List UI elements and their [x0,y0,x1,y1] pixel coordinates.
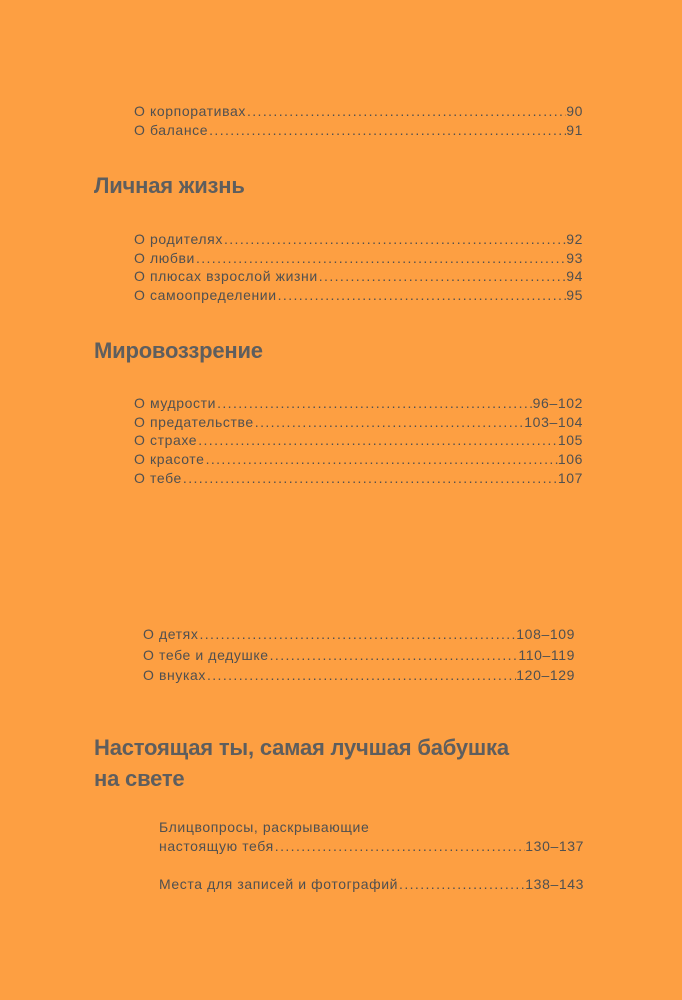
dot-leader [182,470,558,486]
toc-group-best-grandma [159,819,584,895]
dot-leader [246,103,566,119]
toc-entry-label: О корпоративах [134,103,246,119]
toc-entry[interactable] [134,432,583,451]
toc-entry[interactable] [159,876,584,895]
toc-entry-page: 93 [566,249,583,266]
toc-entry-page: 107 [557,469,583,486]
section-heading-worldview: Мировоззрение [94,338,263,363]
toc-entry-page: 120–129 [516,667,575,683]
toc-entry-page: 90 [566,103,583,119]
toc-entry-page: 105 [557,432,583,449]
toc-entry[interactable] [134,470,583,489]
toc-entry[interactable] [134,250,583,269]
toc-group-personal-life [134,231,583,306]
toc-group-worldview [134,395,583,488]
toc-entry-page: 106 [557,451,583,468]
toc-entry-label: О тебе и дедушке [143,646,269,663]
toc-entry-page: 138–143 [525,876,584,892]
dot-leader [208,122,566,138]
toc-group-family [143,626,575,688]
toc-entry-page: 103–104 [524,413,583,430]
toc-entry[interactable] [143,667,575,688]
toc-entry-page: 110–119 [518,646,575,663]
toc-entry-label: О плюсах взрослой жизни [134,268,318,285]
dot-leader [274,838,526,854]
dot-leader [277,287,567,303]
section-heading-line-1: Настоящая ты, самая лучшая бабушка [94,735,509,760]
dot-leader [197,432,558,448]
dot-leader [398,876,525,892]
toc-entry-label: О балансе [134,121,209,138]
dot-leader [206,667,516,683]
dot-leader [254,414,525,430]
toc-entry-label: О мудрости [134,395,217,411]
toc-entry-label: О тебе [134,469,182,486]
dot-leader [318,268,566,284]
toc-entry[interactable] [134,268,583,287]
toc-group-work [134,103,583,140]
toc-entry-blitz-first-line: Блицвопросы, раскрывающие [159,819,370,835]
toc-entry-label: Места для записей и фотографий [159,876,399,892]
dot-leader [198,626,516,642]
toc-entry-label: О родителях [134,231,223,247]
toc-entry[interactable] [134,395,583,414]
dot-leader [269,647,519,663]
toc-entry-label: О красоте [134,451,205,468]
dot-leader [216,395,533,411]
toc-entry-label: О страхе [134,432,198,449]
spacer [159,857,584,876]
toc-entry-label: О самоопределении [134,287,277,304]
toc-entry-label: О внуках [143,667,206,683]
toc-entry-page: 95 [566,287,583,304]
section-heading-personal-life: Личная жизнь [94,173,245,198]
toc-entry[interactable] [143,647,575,668]
toc-entry[interactable] [134,231,583,250]
toc-entry[interactable] [143,626,575,647]
toc-entry-label: О детях [143,626,199,642]
toc-entry[interactable] [159,838,584,857]
dot-leader [205,451,558,467]
toc-entry-page: 91 [566,121,583,138]
dot-leader [195,250,566,266]
toc-entry[interactable] [134,287,583,306]
dot-leader [223,231,566,247]
section-heading-best-grandma [94,732,509,794]
toc-entry-page: 130–137 [525,838,584,854]
toc-entry[interactable] [134,103,583,122]
toc-entry-page: 94 [566,268,583,285]
section-heading-line-2: на свете [94,766,185,791]
toc-entry-page: 96–102 [532,395,583,411]
toc-entry-page: 108–109 [516,626,575,642]
toc-entry-label: О предательстве [134,413,254,430]
toc-entry[interactable] [134,122,583,141]
toc-entry[interactable] [134,451,583,470]
toc-entry[interactable] [134,414,583,433]
toc-entry-label: О любви [134,249,195,266]
toc-entry-label: настоящую тебя [159,838,274,854]
toc-entry-page: 92 [566,231,583,247]
